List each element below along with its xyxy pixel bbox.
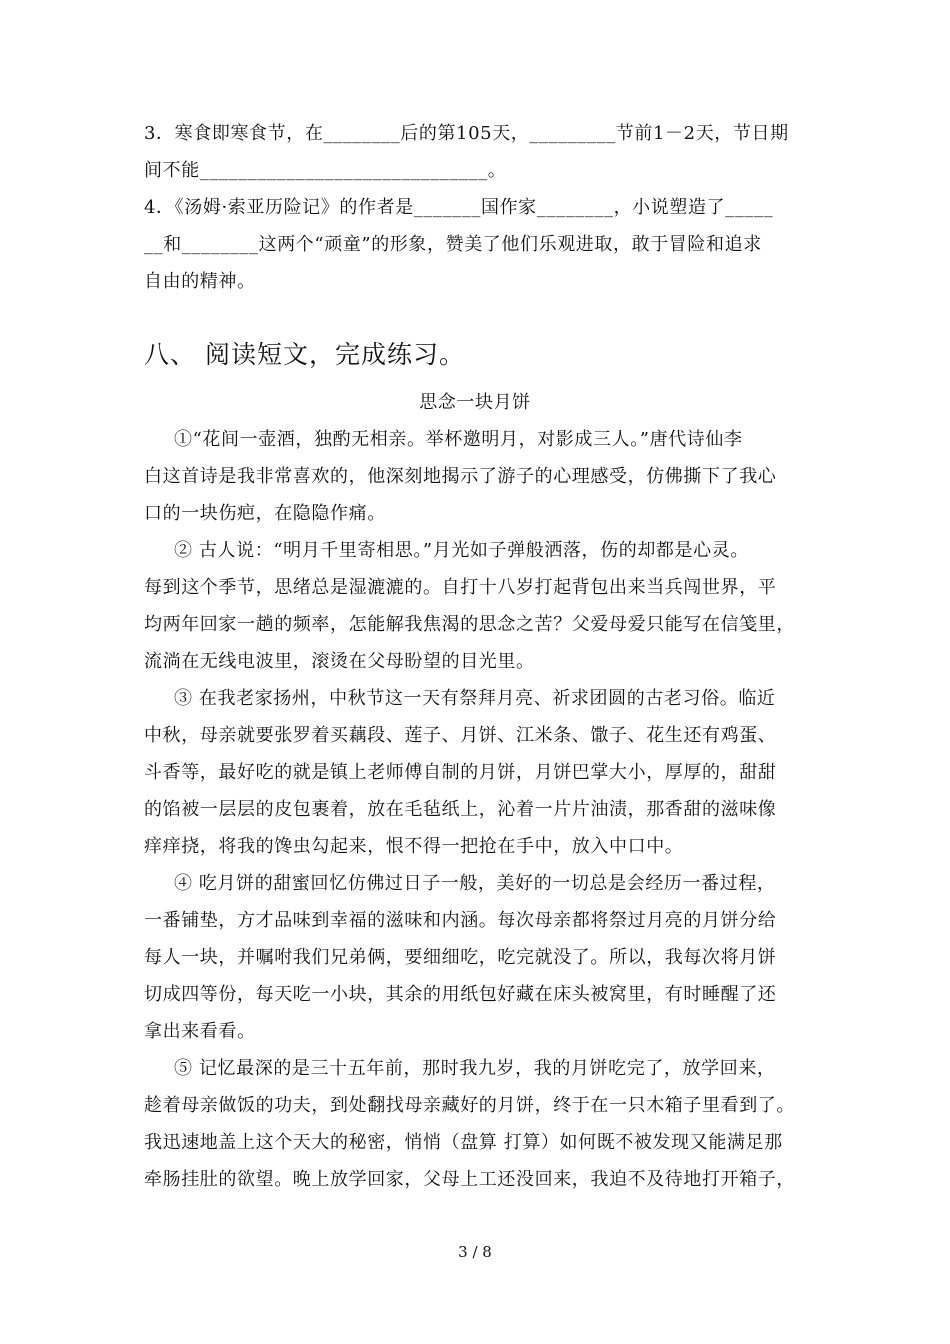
passage-line: 中秋，母亲就要张罗着买藕段、莲子、月饼、江米条、馓子、花生还有鸡蛋、: [144, 725, 777, 746]
passage-line: 一番铺垫，方才品味到幸福的滋味和内涵。每次母亲都将祭过月亮的月饼分给: [144, 910, 777, 931]
question-4-line-2: __和________这两个“顽童”的形象，赞美了他们乐观进取，敢于冒险和追求: [144, 234, 762, 255]
passage-line: 斗香等，最好吃的就是镇上老师傅自制的月饼，月饼巴掌大小，厚厚的，甜甜: [144, 762, 777, 783]
passage-title: 思念一块月饼: [419, 392, 531, 413]
passage-line: 我迅速地盖上这个天大的秘密，悄悄（盘算 打算）如何既不被发现又能满足那: [144, 1132, 783, 1153]
passage-line: 拿出来看看。: [144, 1021, 256, 1042]
passage-line: 切成四等份，每天吃一小块，其余的用纸包好藏在床头被窝里，有时睡醒了还: [144, 984, 777, 1005]
passage-line: 每到这个季节，思绪总是湿漉漉的。自打十八岁打起背包出来当兵闯世界，平: [144, 577, 777, 598]
passage-line: 每人一块，并嘱咐我们兄弟俩，要细细吃，吃完就没了。所以，我每次将月饼: [144, 947, 777, 968]
question-3-line-1: 3．寒食即寒食节，在________后的第105天，_________节前1－2天，节日期: [144, 123, 789, 144]
passage-line: 流淌在无线电波里，滚烫在父母盼望的目光里。: [144, 651, 535, 672]
passage-line: ⑤ 记忆最深的是三十五年前，那时我九岁，我的月饼吃完了，放学回来，: [174, 1058, 776, 1079]
passage-line: 趁着母亲做饭的功夫，到处翻找母亲藏好的月饼，终于在一只木箱子里看到了。: [144, 1095, 795, 1116]
passage-line: 均两年回家一趟的频率，怎能解我焦渴的思念之苦？父爱母爱只能写在信笺里，: [144, 614, 795, 635]
section-heading: 八、 阅读短文，完成练习。: [144, 340, 465, 369]
passage-line: 痒痒挠，将我的馋虫勾起来，恨不得一把抢在手中，放入中口中。: [144, 836, 684, 857]
passage-line: ② 古人说：“明月千里寄相思。”月光如子弹般洒落，伤的却都是心灵。: [174, 540, 749, 561]
question-4-line-3: 自由的精神。: [144, 271, 256, 292]
question-3-line-2: 间不能______________________________。: [144, 160, 507, 181]
passage-line: 牵肠挂肚的欲望。晚上放学回家，父母上工还没回来，我迫不及待地打开箱子，: [144, 1169, 795, 1190]
passage-line: ④ 吃月饼的甜蜜回忆仿佛过日子一般，美好的一切总是会经历一番过程，: [174, 873, 776, 894]
passage-line: 的馅被一层层的皮包裹着，放在毛毡纸上，沁着一片片油渍，那香甜的滋味像: [144, 799, 777, 820]
passage-line: 白这首诗是我非常喜欢的，他深刻地揭示了游子的心理感受，仿佛撕下了我心: [144, 466, 777, 487]
question-4-line-1: 4．《汤姆·索亚历险记》的作者是_______国作家________，小说塑造了_____: [144, 197, 774, 218]
passage-line: ①“花间一壶酒，独酌无相亲。举杯邀明月，对影成三人。”唐代诗仙李: [174, 429, 743, 450]
page-number: 3 / 8: [458, 1243, 492, 1261]
passage-line: 口的一块伤疤，在隐隐作痛。: [144, 503, 386, 524]
passage-line: ③ 在我老家扬州，中秋节这一天有祭拜月亮、祈求团圆的古老习俗。临近: [174, 688, 776, 709]
